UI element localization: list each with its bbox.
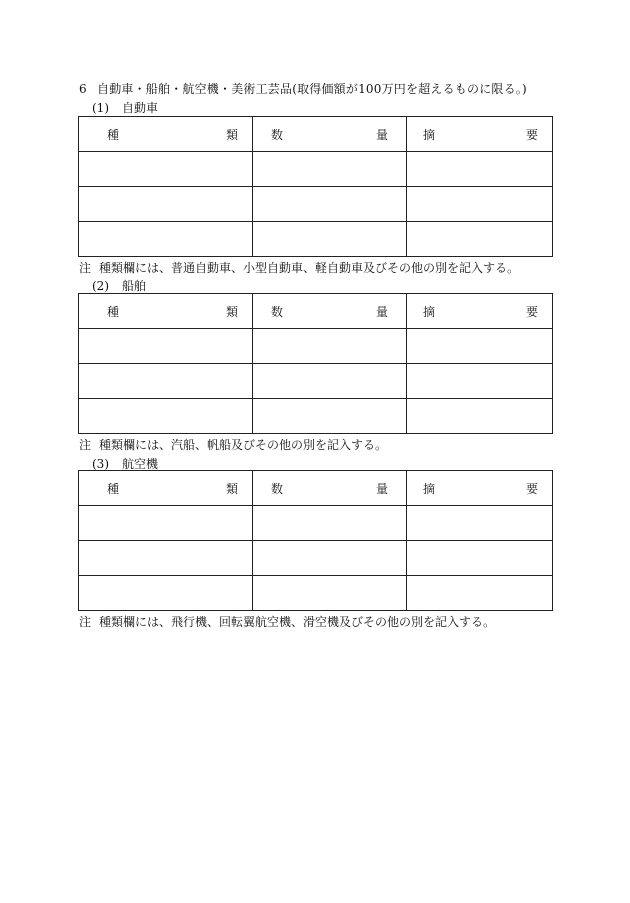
cell-quantity[interactable] — [253, 364, 407, 399]
cell-quantity[interactable] — [253, 399, 407, 434]
cell-kind[interactable] — [79, 187, 253, 222]
cell-quantity[interactable] — [253, 187, 407, 222]
table-row — [79, 222, 553, 257]
cell-kind[interactable] — [79, 364, 253, 399]
table-row — [79, 399, 553, 434]
note-label: 注 — [79, 438, 92, 452]
table-row — [79, 364, 553, 399]
table-header-row — [79, 117, 553, 152]
note-text: 種類欄には、汽船、帆船及びその他の別を記入する。 — [99, 438, 388, 452]
cell-kind[interactable] — [79, 506, 253, 541]
table-row — [79, 329, 553, 364]
cell-quantity[interactable] — [253, 506, 407, 541]
cell-remarks[interactable] — [407, 364, 553, 399]
cell-remarks[interactable] — [407, 576, 553, 611]
header-remarks: 摘 要 — [407, 117, 553, 152]
cell-remarks[interactable] — [407, 222, 553, 257]
note-label: 注 — [79, 615, 92, 629]
note-text: 種類欄には、飛行機、回転翼航空機、滑空機及びその他の別を記入する。 — [99, 615, 496, 629]
subsection-title-ship — [92, 277, 146, 294]
header-quantity: 数 量 — [253, 117, 407, 152]
cell-kind[interactable] — [79, 541, 253, 576]
note-ship — [79, 436, 387, 453]
header-quantity: 数 量 — [253, 471, 407, 506]
cell-remarks[interactable] — [407, 187, 553, 222]
subsection-title-automobile — [92, 99, 158, 116]
subsection-number: (2) — [92, 279, 109, 293]
ship-table — [78, 293, 553, 434]
header-kind: 種 類 — [79, 471, 253, 506]
table-row — [79, 541, 553, 576]
section-heading — [79, 80, 527, 97]
table-row — [79, 506, 553, 541]
subsection-number: (1) — [92, 101, 109, 115]
header-kind: 種 類 — [79, 117, 253, 152]
table-header-row — [79, 471, 553, 506]
subsection-label: 自動車 — [122, 101, 159, 115]
note-text: 種類欄には、普通自動車、小型自動車、軽自動車及びその他の別を記入する。 — [99, 261, 520, 275]
cell-remarks[interactable] — [407, 152, 553, 187]
section-title: 自動車・船舶・航空機・美術工芸品(取得価額が100万円を超えるものに限る。) — [97, 82, 527, 96]
automobile-table — [78, 116, 553, 257]
cell-kind[interactable] — [79, 576, 253, 611]
cell-kind[interactable] — [79, 329, 253, 364]
cell-remarks[interactable] — [407, 506, 553, 541]
aircraft-table — [78, 470, 553, 611]
cell-quantity[interactable] — [253, 152, 407, 187]
section-number: 6 — [79, 82, 87, 96]
table-row — [79, 576, 553, 611]
cell-remarks[interactable] — [407, 329, 553, 364]
cell-kind[interactable] — [79, 222, 253, 257]
note-automobile — [79, 259, 519, 276]
table-header-row — [79, 294, 553, 329]
subsection-label: 船舶 — [122, 279, 147, 293]
cell-kind[interactable] — [79, 152, 253, 187]
header-kind: 種 類 — [79, 294, 253, 329]
cell-quantity[interactable] — [253, 541, 407, 576]
note-label: 注 — [79, 261, 92, 275]
cell-kind[interactable] — [79, 399, 253, 434]
cell-quantity[interactable] — [253, 222, 407, 257]
header-quantity: 数 量 — [253, 294, 407, 329]
cell-remarks[interactable] — [407, 541, 553, 576]
table-row — [79, 152, 553, 187]
subsection-label: 航空機 — [122, 457, 159, 471]
header-remarks: 摘 要 — [407, 471, 553, 506]
header-remarks: 摘 要 — [407, 294, 553, 329]
table-row — [79, 187, 553, 222]
subsection-number: (3) — [92, 457, 109, 471]
note-aircraft — [79, 613, 495, 630]
cell-quantity[interactable] — [253, 329, 407, 364]
cell-quantity[interactable] — [253, 576, 407, 611]
cell-remarks[interactable] — [407, 399, 553, 434]
